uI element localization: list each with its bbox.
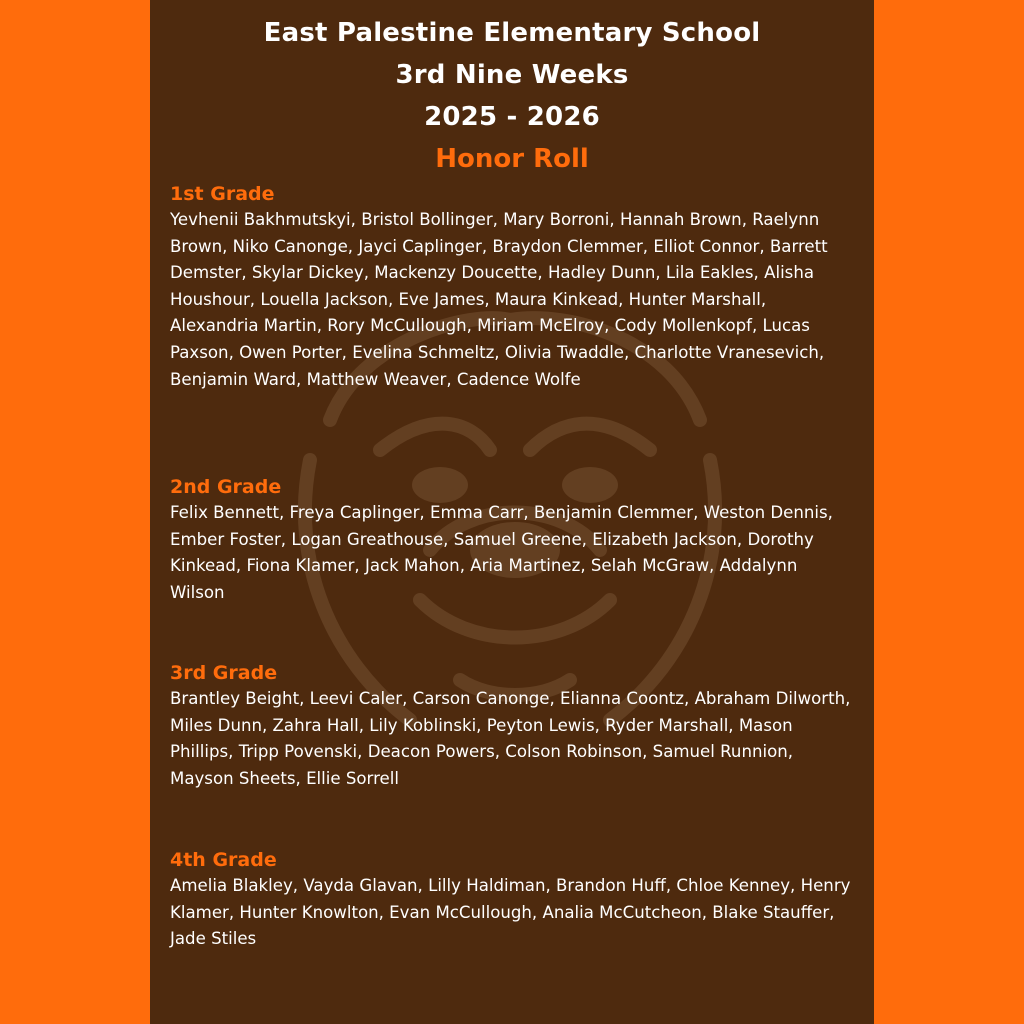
grade-heading: 1st Grade [170, 183, 275, 205]
grade-section-4th [170, 847, 856, 953]
student-names: Brantley Beight, Leevi Caler, Carson Canonge, Elianna Coontz, Abraham Dilworth, Miles Dunn, Zahra Hall, Lily Koblinski, Peyton Lewis, Ryder Marshall, Mason Phillips, Tripp Povenski, Deacon Powers, Colson Robinson, Samuel Runnion, Mayson Sheets, Ellie Sorrell [170, 689, 851, 788]
school-name: East Palestine Elementary School [263, 18, 761, 48]
grade-heading: 4th Grade [170, 849, 277, 871]
student-names: Amelia Blakley, Vayda Glavan, Lilly Haldiman, Brandon Huff, Chloe Kenney, Henry Klamer, Hunter Knowlton, Evan McCullough, Analia McCutcheon, Blake Stauffer, Jade Stiles [170, 876, 851, 949]
grade-section-1st [170, 181, 856, 393]
grading-period: 3rd Nine Weeks [395, 60, 629, 90]
header [150, 0, 874, 180]
grade-section-3rd [170, 660, 856, 792]
grade-section-2nd [170, 474, 856, 606]
honor-roll-panel [150, 0, 874, 1024]
school-year: 2025 - 2026 [424, 102, 600, 132]
page-title: Honor Roll [435, 144, 589, 174]
grade-heading: 3rd Grade [170, 662, 278, 684]
grade-heading: 2nd Grade [170, 476, 282, 498]
student-names: Yevhenii Bakhmutskyi, Bristol Bollinger, Mary Borroni, Hannah Brown, Raelynn Brown, Niko Canonge, Jayci Caplinger, Braydon Clemmer, Elliot Connor, Barrett Demster, Skylar Dickey, Mackenzy Doucette, Hadley Dunn, Lila Eakles, Alisha Houshour, Louella Jackson, Eve James, Maura Kinkead, Hunter Marshall, Alexandria Martin, Rory McCullough, Miriam McElroy, Cody Mollenkopf, Lucas Paxson, Owen Porter, Evelina Schmeltz, Olivia Twaddle, Charlotte Vranesevich, Benjamin Ward, Matthew Weaver, Cadence Wolfe [170, 210, 828, 389]
student-names: Felix Bennett, Freya Caplinger, Emma Carr, Benjamin Clemmer, Weston Dennis, Ember Foster, Logan Greathouse, Samuel Greene, Elizabeth Jackson, Dorothy Kinkead, Fiona Klamer, Jack Mahon, Aria Martinez, Selah McGraw, Addalynn Wilson [170, 503, 833, 602]
